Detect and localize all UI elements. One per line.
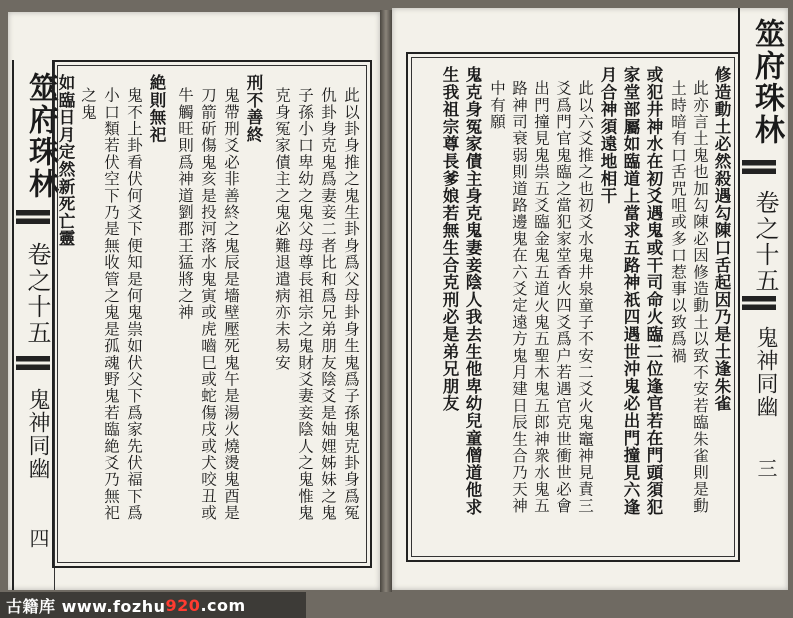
left-col-1: 此以卦身推之鬼生卦身爲父母卦身生鬼爲子孫鬼克卦身爲冤 bbox=[342, 87, 360, 522]
left-col-10: 鬼不上卦看伏何爻下便知是何鬼祟如伏父下爲家先伏福下爲 bbox=[125, 87, 143, 522]
right-col-9: 出門撞見鬼祟五爻臨金鬼五道火鬼五聖木鬼五郎神衆水鬼五 bbox=[532, 80, 550, 515]
left-running-head bbox=[12, 60, 58, 590]
right-head-page-number: 三 bbox=[754, 458, 778, 478]
left-head-section: 鬼神同幽 bbox=[25, 388, 50, 480]
right-running-head bbox=[738, 8, 788, 556]
fish-tail-ornament bbox=[742, 296, 776, 310]
watermark-suffix: .com bbox=[200, 595, 246, 615]
watermark-number: 920 bbox=[165, 595, 201, 615]
right-heading-5: 鬼克身冤家債主身克鬼妻妾陰人我去生他卑幼兒童僧道他求 bbox=[463, 66, 482, 516]
left-col-6: 鬼帶刑爻必非善終之鬼辰是墻壁壓死鬼午是湯火燒燙鬼酉是 bbox=[222, 87, 240, 522]
right-heading-1: 修造動土必然殺遇勾陳口舌起因乃是土逢朱雀 bbox=[712, 66, 731, 412]
right-col-7: 此以六爻推之也初爻水鬼井泉童子不安二爻火鬼竈神見責三 bbox=[576, 80, 594, 515]
fish-tail-ornament bbox=[742, 160, 776, 174]
right-heading-4: 月合神須遠地相干 bbox=[598, 66, 617, 205]
left-head-page-number: 四 bbox=[26, 528, 50, 548]
left-col-4: 克身冤家債主之鬼必難退遣病亦未易安 bbox=[273, 87, 291, 371]
right-col-11: 中有願 bbox=[488, 80, 506, 131]
left-col-2: 仇卦身克鬼爲妻妾二者比和爲兄弟朋友陰爻是妯娌姊妹之鬼 bbox=[319, 87, 337, 522]
left-heading-1: 刑不善終 bbox=[244, 74, 263, 144]
right-heading-2: 或犯井神水在初爻遇鬼或干司命火臨二位逢官若在門頭須犯 bbox=[644, 66, 663, 516]
site-watermark bbox=[0, 592, 306, 618]
left-col-12: 之鬼 bbox=[79, 87, 97, 121]
left-col-3: 子孫小口卑幼之鬼父母尊長祖宗之鬼財爻妻妾陰人之鬼惟鬼 bbox=[296, 87, 314, 522]
left-head-title: 筮府珠林 bbox=[23, 72, 58, 200]
left-heading-2: 絶則無祀 bbox=[147, 74, 166, 144]
right-head-title: 筮府珠林 bbox=[749, 18, 784, 146]
right-col-8: 爻爲門官鬼臨之當犯家堂香火四爻爲户若遇官克世衝世必會 bbox=[554, 80, 572, 515]
left-col-11: 小口類若伏空下乃是無收管之鬼是孤魂野鬼若臨絶爻乃無祀 bbox=[102, 87, 120, 522]
right-head-section: 鬼神同幽 bbox=[753, 326, 778, 418]
book-gutter bbox=[380, 10, 392, 592]
left-head-volume: 卷之十五 bbox=[23, 242, 51, 346]
left-heading-3: 如臨日月定然新死亡靈 bbox=[56, 74, 75, 247]
right-col-2: 此亦言土鬼也加勾陳必因修造動土以致不安若臨朱雀則是動 bbox=[691, 80, 709, 515]
left-col-7: 刀箭斫傷鬼亥是投河落水鬼寅或虎嚙巳或蛇傷戌或犬咬丑或 bbox=[199, 87, 217, 522]
right-heading-3: 家堂部屬如臨道上當求五路神祇四遇世沖鬼必出門撞見六逢 bbox=[621, 66, 640, 516]
right-head-volume: 卷之十五 bbox=[751, 190, 779, 294]
right-col-3: 土時暗有口舌咒咀或多口惹事以致爲禍 bbox=[669, 80, 687, 364]
watermark-prefix: 古籍库 www.fozhu bbox=[6, 596, 166, 616]
right-page bbox=[392, 8, 788, 590]
left-page bbox=[8, 12, 380, 590]
left-col-8: 牛觸旺則爲神道劉郡王猛將之神 bbox=[176, 87, 194, 321]
fish-tail-ornament bbox=[16, 210, 50, 224]
right-col-10: 路神司衰弱則道路邊鬼在六爻定遠方鬼月建日辰生合乃天神 bbox=[510, 80, 528, 515]
fish-tail-ornament bbox=[16, 356, 50, 370]
right-heading-6: 生我祖宗尊長爹娘若無生合克刑必是弟兄朋友 bbox=[440, 66, 459, 412]
